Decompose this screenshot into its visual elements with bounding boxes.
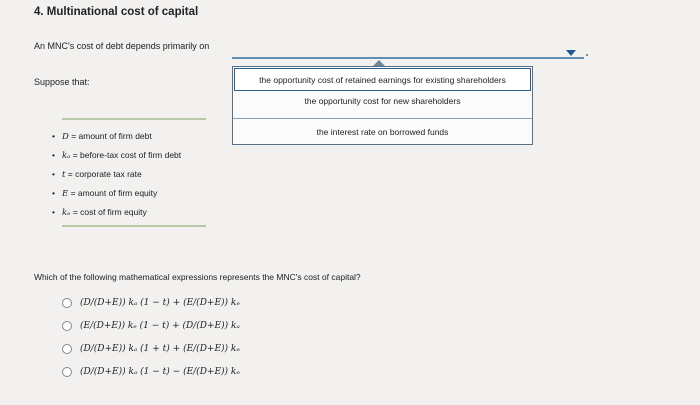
definition-item: • kₑ = cost of firm equity [52,207,147,218]
definitions-list [52,127,181,222]
menu-option-retained-earnings[interactable]: the opportunity cost of retained earnings for existing shareholders [234,68,531,91]
menu-option-new-shareholders[interactable]: the opportunity cost for new shareholders [304,96,461,106]
choice-option-3[interactable]: (D/(D+E)) kₐ (1 + t) + (E/(D+E)) kₑ [62,337,240,360]
suppose-label: Suppose that: [34,77,90,87]
choices-list [62,291,240,383]
choice-option-1[interactable]: (D/(D+E)) kₐ (1 − t) + (E/(D+E)) kₑ [62,291,240,314]
divider-top [62,118,206,120]
choice-option-4[interactable]: (D/(D+E)) kₐ (1 − t) − (E/(D+E)) kₑ [62,360,240,383]
answer-dropdown[interactable] [232,57,584,59]
definition-item: • kₐ = before-tax cost of firm debt [52,150,182,161]
radio-button[interactable] [62,298,72,308]
definition-item: • E = amount of firm equity [52,188,158,199]
divider-bottom [62,225,206,227]
menu-option-interest-rate[interactable]: the interest rate on borrowed funds [316,127,449,137]
definition-item: • D = amount of firm debt [52,131,152,142]
question-2-text: Which of the following mathematical expressions represents the MNC's cost of capital? [34,272,361,282]
chevron-down-icon[interactable] [566,50,576,56]
radio-button[interactable] [62,321,72,331]
dropdown-menu [232,66,533,145]
menu-divider [233,118,532,119]
question-1-text: An MNC's cost of debt depends primarily on [34,41,210,51]
definition-item: • t = corporate tax rate [52,169,142,180]
period-mark [586,54,588,56]
choice-option-2[interactable]: (E/(D+E)) kₑ (1 − t) + (D/(D+E)) kₐ [62,314,240,337]
radio-button[interactable] [62,367,72,377]
section-heading: 4. Multinational cost of capital [34,6,199,18]
radio-button[interactable] [62,344,72,354]
